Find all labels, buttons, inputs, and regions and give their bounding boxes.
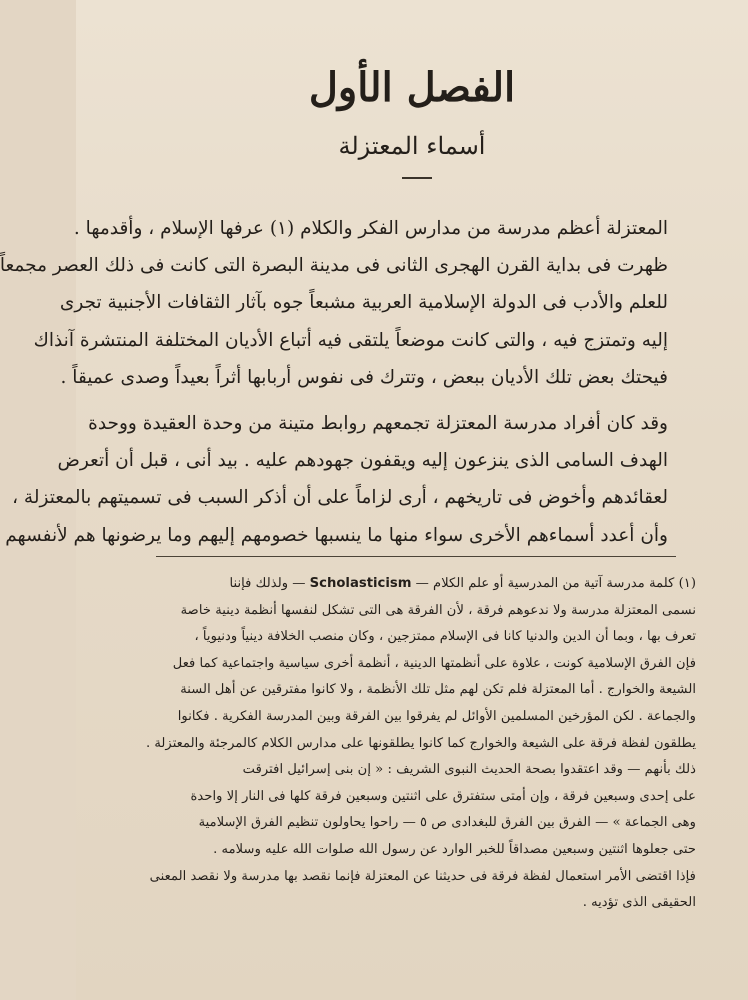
footnote-line: على إحدى وسبعين فرقة ، وإن أمتى ستفترق على اثنتين وسبعين فرقة كلها فى النار إلا واحدة bbox=[190, 788, 696, 804]
paragraph-gap bbox=[168, 396, 668, 405]
body-line: الهدف السامى الذى ينزعون إليه ويقفون جهودهم عليه . بيد أنى ، قبل أن أتعرض bbox=[57, 450, 668, 472]
section-title: أسماء المعتزلة bbox=[338, 132, 486, 160]
footnote-line: الشيعة والخوارج . أما المعتزلة فلم تكن لهم مثل تلك الأنظمة ، ولا كانوا مفترقين عن أهل السنة bbox=[180, 682, 696, 698]
title-divider bbox=[402, 177, 432, 179]
footnote-line: والجماعة . لكن المؤرخين المسلمين الأوائل لم يفرقوا بين الفرقة وبين المدرسة الفكرية . فكانوا bbox=[177, 708, 696, 724]
footnote-line: يطلقون لفظة فرقة على الشيعة والخوارج كما كانوا يطلقونها على مدارس الكلام كالمرجئة والمعتزلة . bbox=[145, 735, 696, 751]
body-line: فيحتك بعض تلك الأديان ببعض ، وتترك فى نفوس أربابها أثراً بعيداً وصدى عميقاً . bbox=[60, 366, 668, 388]
footnote-line: ذلك بأنهم — وقد اعتقدوا بصحة الحديث النبوى الشريف : « إن بنى إسرائيل افترقت bbox=[242, 762, 696, 778]
footnote-line: تعرف بها ، وبما أن الدين والدنيا كانا فى الإسلام ممتزجين ، وكان منصب الخلافة دينياً ودنيوياً ، bbox=[194, 629, 696, 645]
body-line: لعقائدهم وأخوض فى تاريخهم ، أرى لزاماً على أن أذكر السبب فى تسميتهم بالمعتزلة ، bbox=[12, 487, 668, 509]
footnote-text: — ولذلك فإننا bbox=[229, 576, 310, 591]
chapter-title: الفصل الأول bbox=[308, 64, 516, 111]
body-line: المعتزلة أعظم مدرسة من مدارس الفكر والكلام (١) عرفها الإسلام ، وأقدمها . bbox=[73, 218, 668, 239]
body-line: وأن أعدد أسماءهم الأخرى سواء منها ما ينسبها خصومهم إليهم وما يرضونها هم لأنفسهم bbox=[5, 524, 668, 546]
footnote-line: وهى الجماعة » — الفرق بين الفرق للبغدادى ص ٥ — راحوا يحاولون تنظيم الفرق الإسلامية bbox=[198, 815, 696, 831]
main-text bbox=[0, 210, 668, 554]
latin-term: Scholasticism bbox=[309, 576, 412, 591]
footnote-line bbox=[148, 571, 696, 598]
footnote-separator bbox=[156, 556, 676, 557]
footnote-line: نسمى المعتزلة مدرسة ولا ندعوهم فرقة ، لأن الفرقة هى التى تشكل لنفسها أنظمة دينية خاصة bbox=[180, 602, 696, 618]
footnote-line: الحقيقى الذى تؤديه . bbox=[582, 895, 696, 911]
body-line: إليه وتمتزج فيه ، والتى كانت موضعاً يلتقى فيه أتباع الأديان المختلفة المنتشرة آنذاك bbox=[33, 329, 668, 351]
body-line: للعلم والأدب فى الدولة الإسلامية العربية مشبعاً جوه بآثار الثقافات الأجنبية تجرى bbox=[59, 292, 668, 314]
body-line: ظهرت فى بداية القرن الهجرى الثانى فى مدينة البصرة التى كانت فى ذلك العصر مجمعاً bbox=[0, 255, 668, 277]
footnote-line: حتى جعلوها اثنتين وسبعين مصداقاً للخبر الوارد عن رسول الله صلوات الله عليه وسلامه . bbox=[213, 841, 696, 857]
footnote-line: فإذا اقتضى الأمر استعمال لفظة فرقة فى حديثنا عن المعتزلة فإنما نقصد بها مدرسة ولا نقصد المعنى bbox=[149, 868, 696, 884]
footnotes bbox=[145, 571, 696, 917]
body-line: وقد كان أفراد مدرسة المعتزلة تجمعهم روابط متينة من وحدة العقيدة ووحدة bbox=[88, 412, 668, 434]
footnote-line: فإن الفرق الإسلامية كونت ، علاوة على أنظمتها الدينية ، أنظمة أخرى سياسية واجتماعية كما فعل bbox=[172, 655, 696, 671]
footnote-text: (١) كلمة مدرسة آتية من المدرسية أو علم الكلام — bbox=[411, 576, 696, 591]
